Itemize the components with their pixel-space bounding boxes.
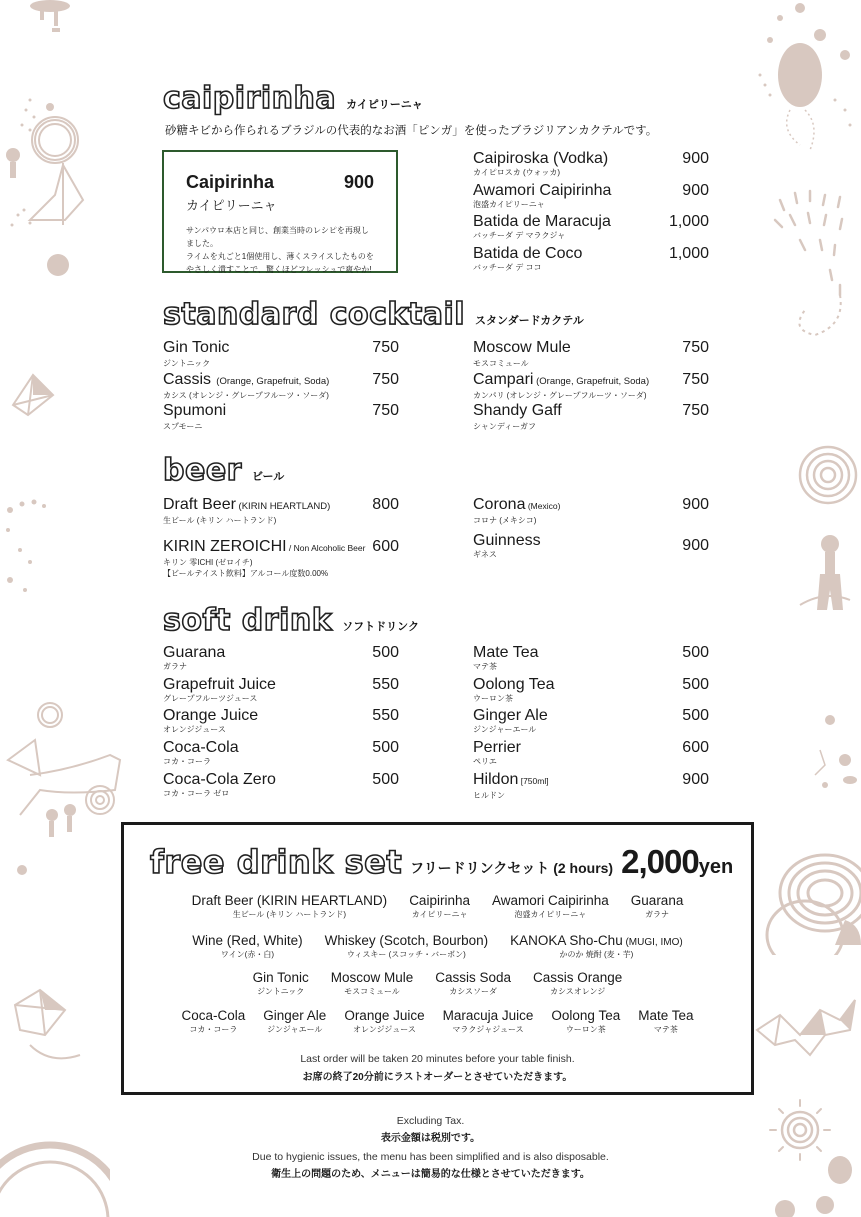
menu-item: [163, 538, 399, 582]
item-price: 500: [372, 644, 399, 661]
item-name: Moscow Mule: [330, 970, 414, 985]
decoration-left-dots: [0, 490, 60, 610]
hygiene-note-jp: 衛生上の問題のため、メニューは簡易的な仕様とさせていただきます。: [271, 1169, 590, 1180]
caipirinha-list: [473, 150, 709, 277]
menu-item: [473, 676, 709, 708]
item-name-jp: カイピリーニャ: [411, 910, 468, 919]
item-name-jp: ウーロン茶: [473, 693, 513, 703]
item-name-jp: ウィスキー (スコッチ・バーボン): [346, 950, 466, 959]
item-name: Oolong Tea: [551, 1008, 621, 1023]
menu-item: [473, 771, 709, 803]
beer-left-list: [163, 496, 399, 582]
menu-item: [473, 213, 709, 245]
free-drink-item: [344, 1008, 424, 1035]
item-name: Orange Juice: [163, 707, 259, 725]
item-name: Gin Tonic: [252, 970, 309, 985]
beer-right-list: [473, 496, 709, 562]
item-name: KIRIN ZEROICHI: [163, 538, 287, 555]
featured-item-name-jp: カイピリーニャ: [186, 198, 277, 213]
decoration-right-figure: [795, 530, 861, 640]
section-title: beer: [163, 453, 242, 488]
featured-caipirinha-box: [162, 150, 398, 273]
item-name: Guarana: [630, 893, 684, 908]
last-order-note: [124, 1053, 751, 1083]
item-name: Oolong Tea: [473, 675, 555, 693]
item-name: Coca-Cola Zero: [163, 770, 276, 788]
menu-item: [473, 496, 709, 530]
tax-note-en: Excluding Tax.: [396, 1115, 465, 1127]
free-drink-item: [409, 893, 470, 920]
decoration-left-horse: [0, 690, 130, 880]
item-sub: (Orange, Grapefruit, Soda): [533, 375, 650, 387]
item-name: Gin Tonic: [163, 339, 230, 356]
free-drink-price: 2,000: [621, 843, 699, 880]
item-name: KANOKA Sho-Chu: [510, 933, 623, 948]
free-drink-item: [638, 1008, 693, 1035]
item-name-jp: スプモーニ: [163, 422, 203, 432]
item-price: 800: [372, 496, 399, 513]
decoration-bottom-left-triangles: [10, 985, 90, 1075]
item-name-jp: カシスオレンジ: [550, 987, 606, 996]
item-name: Corona: [473, 496, 526, 513]
footer-notes: [0, 1112, 861, 1184]
item-price: 750: [372, 402, 399, 420]
item-name-jp: ガラナ: [163, 662, 187, 671]
menu-item: [473, 339, 709, 371]
description-line: ライムを丸ごと1個使用し、薄くスライスしたものを: [186, 252, 374, 261]
item-name-jp: ジントニック: [163, 359, 211, 368]
section-title-jp: ビール: [251, 471, 285, 483]
menu-item: [473, 530, 709, 562]
free-drink-item: [325, 933, 489, 960]
free-drink-row: [124, 970, 751, 997]
item-name: Awamori Caipirinha: [473, 181, 612, 199]
decoration-right-triangles: [755, 990, 861, 1060]
item-price: 600: [682, 739, 709, 757]
item-name: Perrier: [473, 739, 522, 757]
item-name-jp: モスコミュール: [344, 987, 400, 996]
soft-right-list: [473, 644, 709, 802]
item-name-jp: ジンジャエール: [267, 1025, 323, 1034]
item-name: Orange Juice: [344, 1008, 425, 1023]
item-name-jp: マテ茶: [653, 1025, 678, 1034]
decoration-right-strokes: [760, 185, 861, 355]
item-name-jp: マラクジャジュース: [452, 1025, 524, 1034]
item-sub: (Mexico): [525, 501, 561, 511]
free-drink-item: [331, 970, 414, 997]
free-drink-item: [631, 893, 684, 920]
item-name-jp: コロナ (メキシコ): [473, 516, 537, 525]
free-drink-item: [510, 933, 683, 960]
menu-item: [473, 245, 709, 277]
menu-item: [163, 771, 399, 803]
decoration-right-small-figures: [810, 700, 861, 810]
item-name-jp: ワイン(赤・白): [220, 950, 274, 959]
item-name-jp: 泡盛カイピリーニャ: [514, 910, 587, 919]
description-line: サンパウロ本店と同じ、創業当時のレシピを再現しました。: [186, 226, 369, 248]
item-price: 500: [372, 739, 399, 757]
section-standard-header: [163, 297, 584, 332]
item-name: Ginger Ale: [263, 1008, 327, 1023]
item-name: Draft Beer (KIRIN HEARTLAND): [191, 893, 388, 908]
free-drink-item: [443, 1008, 534, 1035]
item-name: Grapefruit Juice: [163, 675, 276, 693]
item-name-jp: キリン 零ICHI (ゼロイチ): [163, 558, 253, 567]
decoration-right-rings: [755, 835, 861, 955]
item-name-jp: コカ・コーラ: [189, 1025, 238, 1034]
decoration-top-right-egg: [750, 0, 861, 160]
item-name: Coca-Cola: [163, 739, 239, 757]
free-drink-item: [192, 933, 302, 960]
item-sub: / Non Alcoholic Beer: [286, 543, 366, 553]
free-drink-row: [124, 933, 751, 960]
free-drink-item: [492, 893, 609, 920]
menu-item: [473, 182, 709, 214]
standard-left-list: [163, 339, 399, 434]
section-title-jp: スタンダードカクテル: [475, 315, 584, 327]
item-name: Draft Beer: [163, 496, 236, 513]
free-drink-item: [253, 970, 309, 997]
soft-left-list: [163, 644, 399, 802]
menu-item: [163, 339, 399, 371]
item-name-jp: ギネス: [473, 549, 497, 559]
item-name-jp: カイピロスカ (ウォッカ): [473, 168, 560, 177]
section-beer-header: [163, 453, 285, 488]
item-name-jp: モスコミュール: [473, 359, 529, 368]
free-drink-item: [181, 1008, 245, 1035]
section-title-jp: ソフトドリンク: [342, 621, 419, 633]
item-name-jp: カンパリ (オレンジ・グレープフルーツ・ソーダ): [473, 390, 647, 400]
section-title: caipirinha: [163, 81, 337, 116]
item-sub: (Orange, Grapefruit, Soda): [211, 375, 330, 387]
item-name: Awamori Caipirinha: [491, 893, 609, 908]
item-name: Caipiroska (Vodka): [473, 150, 609, 167]
item-name: Caipirinha: [409, 893, 470, 908]
item-price: 900: [682, 496, 709, 513]
item-name-jp: バッチーダ デ マラクジャ: [473, 231, 566, 241]
item-name-jp: シャンディーガフ: [473, 422, 537, 432]
hygiene-note-en: Due to hygienic issues, the menu has been simplified and is also disposable.: [252, 1151, 609, 1163]
item-price: 1,000: [668, 213, 709, 231]
item-name-jp: ヒルドン: [473, 790, 505, 800]
free-drink-row: [124, 1008, 751, 1035]
item-name-jp: カシスソーダ: [449, 987, 498, 996]
caipirinha-description: 砂糖キビから作られるブラジルの代表的なお酒「ピンガ」を使ったブラジリアンカクテルです。: [165, 125, 658, 137]
item-name-jp: 生ビール (キリン ハートランド): [163, 516, 277, 525]
menu-item: [473, 371, 709, 403]
free-drink-header: [150, 843, 733, 881]
section-caipirinha-header: [163, 81, 423, 116]
free-drink-item: [435, 970, 511, 997]
item-price: 600: [372, 538, 399, 555]
section-title: soft drink: [163, 603, 333, 638]
menu-item: [473, 402, 709, 434]
item-price: 900: [682, 770, 709, 788]
item-name-jp: コカ・コーラ ゼロ: [163, 788, 230, 798]
free-drink-item: [192, 893, 388, 920]
last-order-note-en: Last order will be taken 20 minutes before your table finish.: [300, 1053, 575, 1065]
item-name-jp: ガラナ: [645, 910, 670, 919]
section-title-jp: カイピリーニャ: [346, 99, 423, 111]
item-price: 900: [682, 181, 709, 199]
item-name-jp: グレープフルーツジュース: [163, 693, 258, 703]
item-name-jp: オレンジジュース: [353, 1025, 416, 1034]
item-name: Cassis Soda: [435, 970, 512, 985]
item-price: 750: [372, 370, 399, 388]
item-note-jp: 【ビールテイスト飲料】アルコール度数0.00%: [163, 569, 329, 578]
menu-item: [473, 150, 709, 182]
item-name: Shandy Gaff: [473, 402, 562, 420]
item-name: Guarana: [163, 644, 226, 661]
item-price: 500: [682, 707, 709, 725]
item-name: Mate Tea: [473, 644, 539, 661]
menu-item: [473, 707, 709, 739]
item-name-jp: バッチーダ デ ココ: [473, 263, 542, 273]
menu-item: [163, 707, 399, 739]
menu-item: [163, 496, 399, 538]
item-name: Maracuja Juice: [442, 1008, 534, 1023]
item-name-jp: かのか 焼酎 (麦・芋): [559, 950, 634, 959]
featured-item-name: Caipirinha: [186, 172, 275, 192]
free-drink-currency: yen: [698, 856, 734, 878]
tax-note-jp: 表示金額は税別です。: [380, 1133, 481, 1144]
free-drink-item: [551, 1008, 620, 1035]
item-name-jp: マテ茶: [473, 662, 497, 671]
menu-item: [163, 402, 399, 434]
item-name-jp: オレンジジュース: [163, 725, 226, 735]
item-price: 750: [372, 339, 399, 356]
item-name: Ginger Ale: [473, 707, 548, 725]
item-price: 500: [682, 675, 709, 693]
item-price: 750: [682, 402, 709, 420]
free-drink-set-box: [121, 822, 754, 1095]
item-price: 500: [372, 770, 399, 788]
item-name: Cassis: [163, 370, 212, 388]
standard-right-list: [473, 339, 709, 434]
description-line: やさしく潰すことで、驚くほどフレッシュで爽やか!: [186, 265, 372, 274]
item-name-jp: コカ・コーラ: [163, 757, 211, 767]
item-name: Guinness: [473, 531, 541, 549]
item-name: Wine (Red, White): [192, 933, 303, 948]
item-name-jp: カシス (オレンジ・グレープフルーツ・ソーダ): [163, 390, 329, 400]
item-sub: (MUGI, IMO): [622, 937, 683, 948]
item-name: Moscow Mule: [473, 339, 571, 356]
menu-item: [473, 644, 709, 676]
menu-item: [163, 739, 399, 771]
item-name: Hildon: [473, 770, 519, 788]
item-price: 550: [372, 707, 399, 725]
free-drink-item: [533, 970, 622, 997]
item-name: Batida de Coco: [473, 245, 583, 263]
featured-item-price: 900: [343, 172, 374, 192]
item-name-jp: 生ビール (キリン ハートランド): [232, 910, 347, 919]
item-price: 500: [682, 644, 709, 661]
decoration-top-left-animal: [28, 0, 73, 42]
item-name-jp: ウーロン茶: [565, 1025, 606, 1034]
menu-item: [163, 371, 399, 403]
decoration-right-spiral: [795, 440, 861, 510]
item-price: 900: [682, 150, 709, 167]
item-name-jp: ペリエ: [473, 757, 497, 767]
free-drink-item: [263, 1008, 326, 1035]
item-price: 900: [682, 537, 709, 555]
item-price: 1,000: [668, 245, 709, 263]
item-name: Cassis Orange: [533, 970, 623, 985]
item-price: 750: [682, 339, 709, 356]
item-name-jp: ジントニック: [257, 987, 305, 996]
item-name: Campari: [473, 370, 534, 388]
item-name: Mate Tea: [638, 1008, 694, 1023]
last-order-note-jp: お席の終了20分前にラストオーダーとさせていただきます。: [302, 1072, 573, 1083]
item-price: 750: [682, 370, 709, 388]
item-sub: [750ml]: [518, 775, 549, 786]
free-drink-title: free drink set: [150, 843, 403, 881]
featured-item-description: [186, 224, 374, 276]
menu-item: [473, 739, 709, 771]
free-drink-row: [124, 893, 751, 920]
section-title: standard cocktail: [163, 297, 466, 332]
item-name: Coca-Cola: [181, 1008, 246, 1023]
item-name: Batida de Maracuja: [473, 213, 611, 231]
item-sub: (KIRIN HEARTLAND): [235, 501, 331, 512]
decoration-left-figure-sun: [0, 85, 90, 285]
item-price: 550: [372, 675, 399, 693]
free-drink-title-jp: フリードリンクセット (2 hours): [410, 860, 614, 876]
menu-item: [163, 676, 399, 708]
featured-item-row: [186, 172, 374, 193]
item-name-jp: 泡盛カイピリーニャ: [473, 199, 545, 209]
item-name-jp: ジンジャーエール: [473, 725, 537, 735]
menu-item: [163, 644, 399, 676]
decoration-left-kite: [8, 360, 68, 420]
item-name: Whiskey (Scotch, Bourbon): [324, 933, 489, 948]
item-name: Spumoni: [163, 402, 227, 420]
section-soft-header: [163, 603, 419, 638]
